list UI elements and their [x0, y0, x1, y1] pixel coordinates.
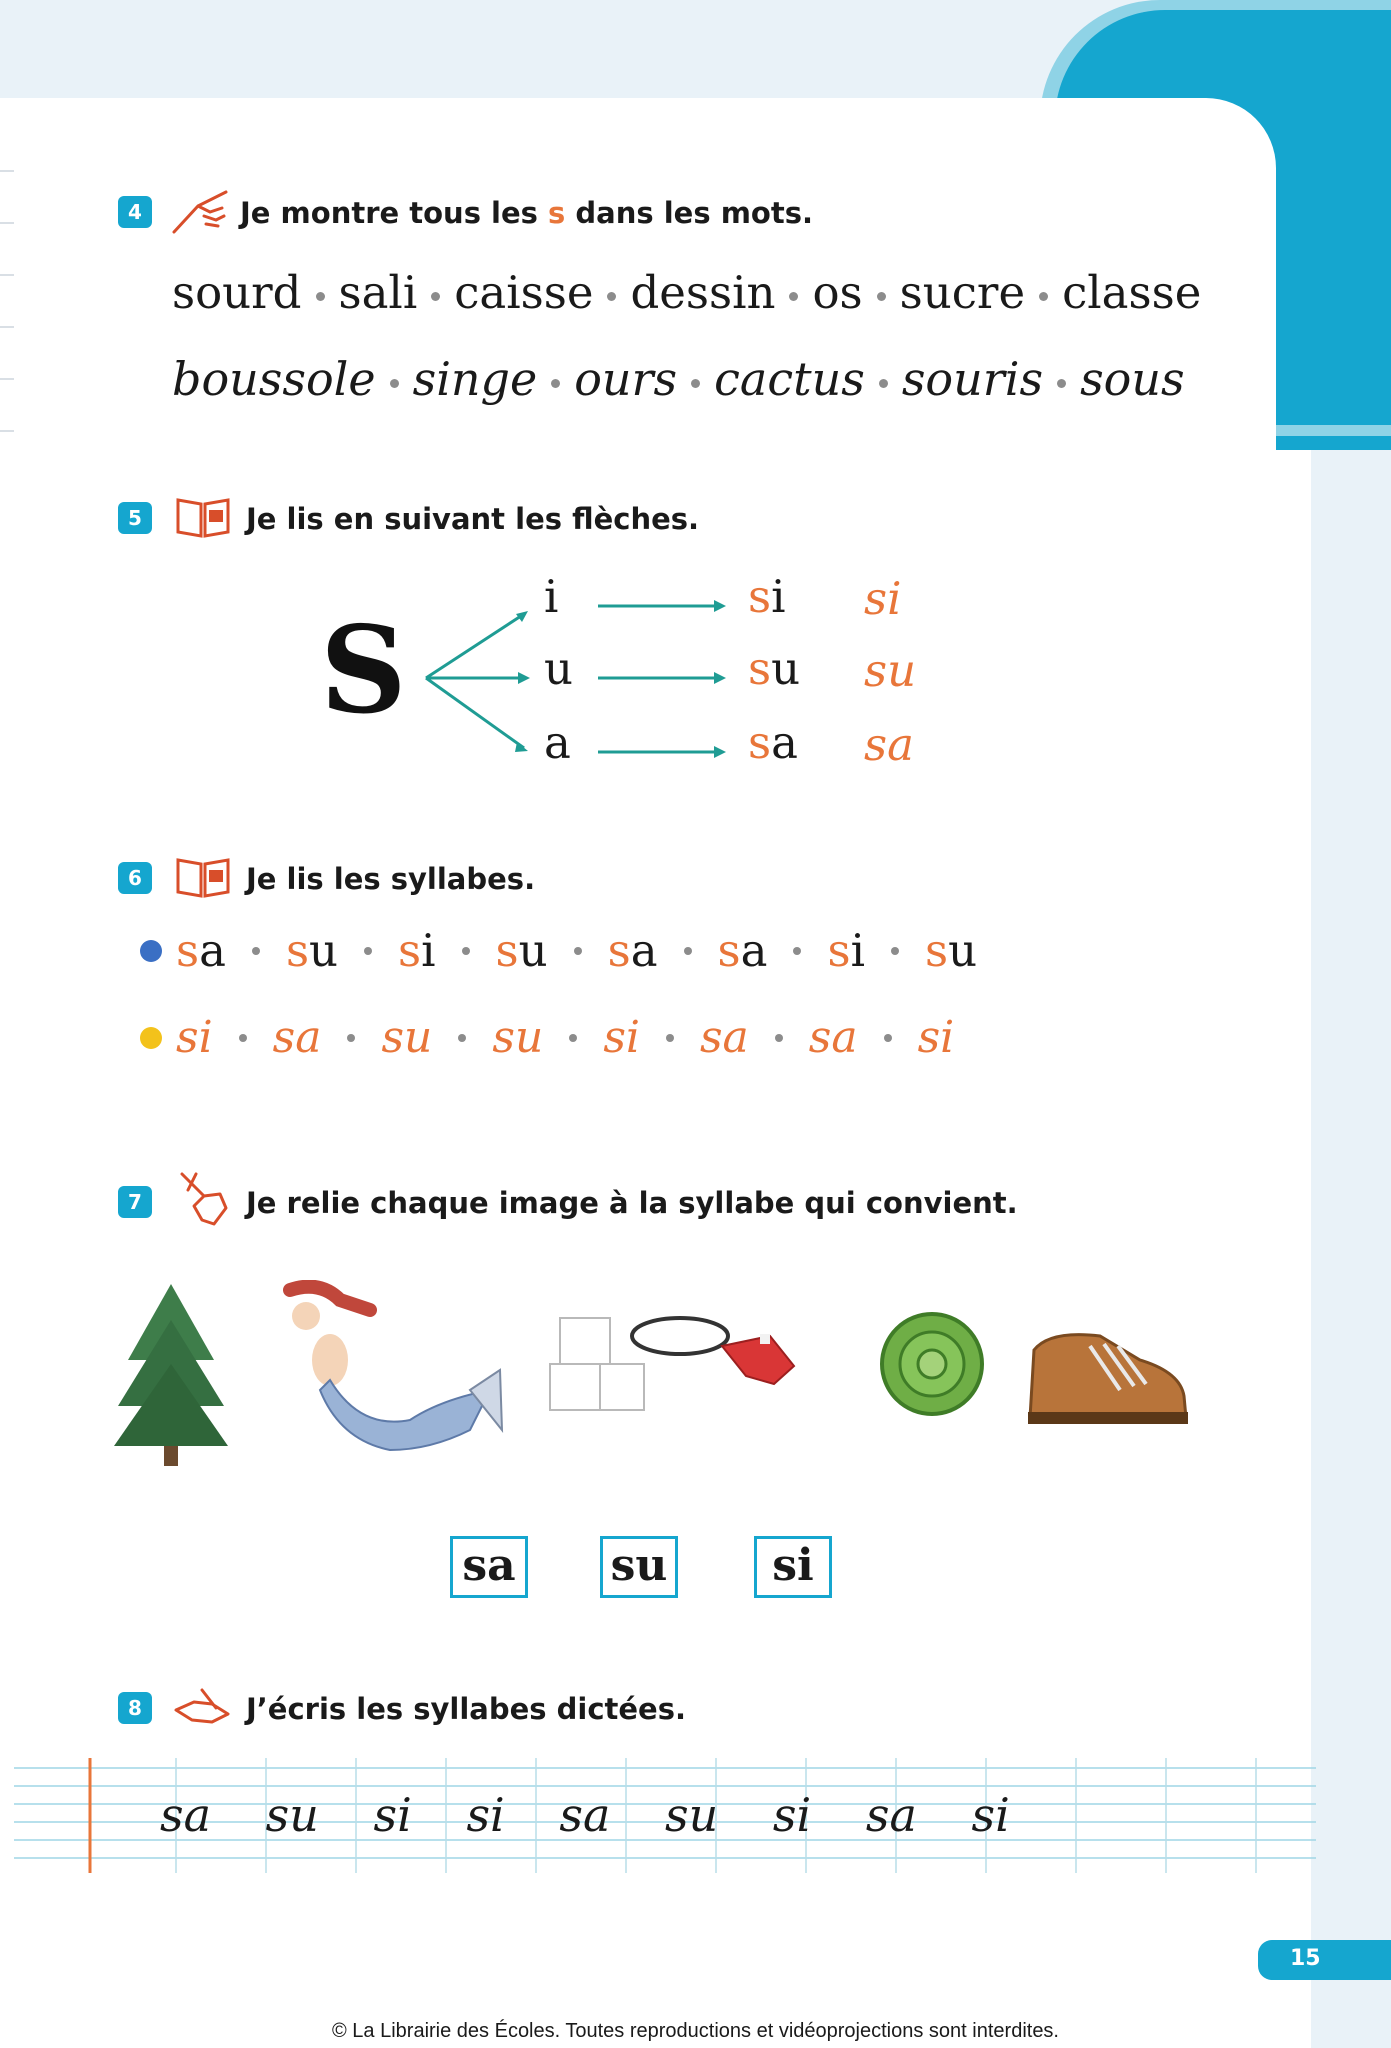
separator-dot: [431, 292, 440, 301]
word: caisse: [454, 266, 594, 319]
separator-dot: [458, 1034, 466, 1042]
cursive-syllable-su: su: [864, 644, 917, 697]
pointing-hand-icon: [170, 186, 232, 238]
word: singe: [412, 352, 538, 406]
word: sali: [338, 266, 418, 319]
separator-dot: [390, 379, 399, 388]
sugar-cubes-image[interactable]: [550, 1318, 644, 1410]
syllable: su: [492, 1012, 544, 1063]
word: sourd: [172, 266, 302, 319]
exercise-8-instruction: J’écris les syllabes dictées.: [246, 1692, 686, 1726]
cursive-syllable-si: si: [864, 572, 902, 625]
syllable-su: su: [748, 642, 801, 695]
highlight-letter-s: s: [548, 196, 566, 230]
word: dessin: [630, 266, 776, 319]
separator-dot: [551, 379, 560, 388]
syllable: sa: [808, 1012, 858, 1063]
syllable: si: [176, 1012, 213, 1063]
page-number-tab: [1258, 1940, 1391, 1980]
word: sucre: [899, 266, 1026, 319]
whistle-image[interactable]: [632, 1318, 794, 1384]
syllable: sa: [176, 924, 226, 977]
exercise-7-number: 7: [118, 1186, 152, 1218]
linking-hand-icon: [174, 1168, 232, 1228]
arrows-diagram: [420, 600, 740, 760]
shoe-image[interactable]: [1028, 1335, 1188, 1424]
vowel-a: a: [544, 716, 571, 769]
fir-tree-image[interactable]: [114, 1284, 228, 1466]
blue-dot: [140, 940, 162, 962]
syllable-box-si[interactable]: si: [754, 1536, 832, 1598]
syllable: si: [827, 924, 865, 977]
consonant-letter: S: [320, 600, 407, 741]
syllable: sa: [272, 1012, 322, 1063]
exercise-4-instruction: [240, 196, 813, 230]
vowel-u: u: [544, 642, 573, 695]
syllable-si: si: [748, 570, 786, 623]
separator-dot: [691, 379, 700, 388]
margin-ticks: [0, 120, 14, 460]
syllable: sa: [607, 924, 658, 977]
separator-dot: [877, 292, 886, 301]
open-book-icon: [174, 490, 232, 540]
word: sous: [1080, 352, 1185, 406]
separator-dot: [316, 292, 325, 301]
arrow-to-a: [426, 678, 524, 748]
syllable: su: [381, 1012, 433, 1063]
vowel-i: i: [544, 570, 559, 623]
separator-dot: [666, 1034, 674, 1042]
mermaid-image[interactable]: [290, 1287, 502, 1450]
separator-dot: [239, 1034, 247, 1042]
separator-dot: [1057, 379, 1066, 388]
exercise-6-instruction: Je lis les syllabes.: [246, 862, 536, 896]
syllable: sa: [699, 1012, 749, 1063]
exercise-5-instruction: Je lis en suivant les flèches.: [246, 502, 700, 536]
syllable: si: [917, 1012, 955, 1063]
page-number: 15: [1290, 1946, 1321, 1971]
separator-dot: [574, 947, 582, 955]
separator-dot: [1039, 292, 1048, 301]
syllable: su: [285, 924, 339, 977]
word: souris: [901, 352, 1044, 406]
exercise-5-number: 5: [118, 502, 152, 534]
syllable-box-sa[interactable]: sa: [450, 1536, 528, 1598]
pictures-strip[interactable]: [110, 1280, 1200, 1480]
word: boussole: [172, 352, 376, 406]
print-words-row: [172, 266, 1201, 319]
separator-dot: [462, 947, 470, 955]
exercise-6-number: 6: [118, 862, 152, 894]
print-syllables-row: [140, 924, 977, 977]
cursive-syllable-sa: sa: [864, 718, 914, 771]
separator-dot: [775, 1034, 783, 1042]
instruction-text-before: Je montre tous les: [240, 196, 549, 230]
syllable-box-su[interactable]: su: [600, 1536, 678, 1598]
separator-dot: [569, 1034, 577, 1042]
yellow-dot: [140, 1027, 162, 1049]
word: os: [812, 266, 863, 319]
writing-hand-icon: [172, 1680, 234, 1728]
separator-dot: [252, 947, 260, 955]
separator-dot: [347, 1034, 355, 1042]
word: cactus: [714, 352, 865, 406]
syllable: si: [603, 1012, 640, 1063]
separator-dot: [607, 292, 616, 301]
copyright-footer: © La Librairie des Écoles. Toutes reproductions et vidéoprojections sont interdites.: [332, 2020, 1059, 2042]
separator-dot: [684, 947, 692, 955]
separator-dot: [793, 947, 801, 955]
corner-tab-stripe: [1275, 436, 1391, 450]
exercise-7-instruction: Je relie chaque image à la syllabe qui convient.: [246, 1186, 1018, 1220]
lettuce-image[interactable]: [882, 1314, 982, 1414]
cursive-syllables-row: [140, 1012, 954, 1063]
exercise-8-number: 8: [118, 1692, 152, 1724]
dictated-syllables: sa su si si sa su si sa si: [160, 1788, 1010, 1842]
separator-dot: [891, 947, 899, 955]
instruction-text-after: dans les mots.: [565, 196, 813, 230]
syllable: si: [398, 924, 436, 977]
open-book-icon: [174, 850, 232, 900]
syllable: su: [495, 924, 548, 977]
syllable: su: [924, 924, 978, 977]
separator-dot: [884, 1034, 892, 1042]
word: ours: [574, 352, 678, 406]
arrow-to-i: [426, 614, 524, 678]
separator-dot: [789, 292, 798, 301]
exercise-4-number: 4: [118, 196, 152, 228]
separator-dot: [364, 947, 372, 955]
separator-dot: [879, 379, 888, 388]
syllable-sa: sa: [748, 716, 798, 769]
syllable: sa: [717, 924, 768, 977]
cursive-words-row: [172, 352, 1185, 406]
word: classe: [1062, 266, 1202, 319]
